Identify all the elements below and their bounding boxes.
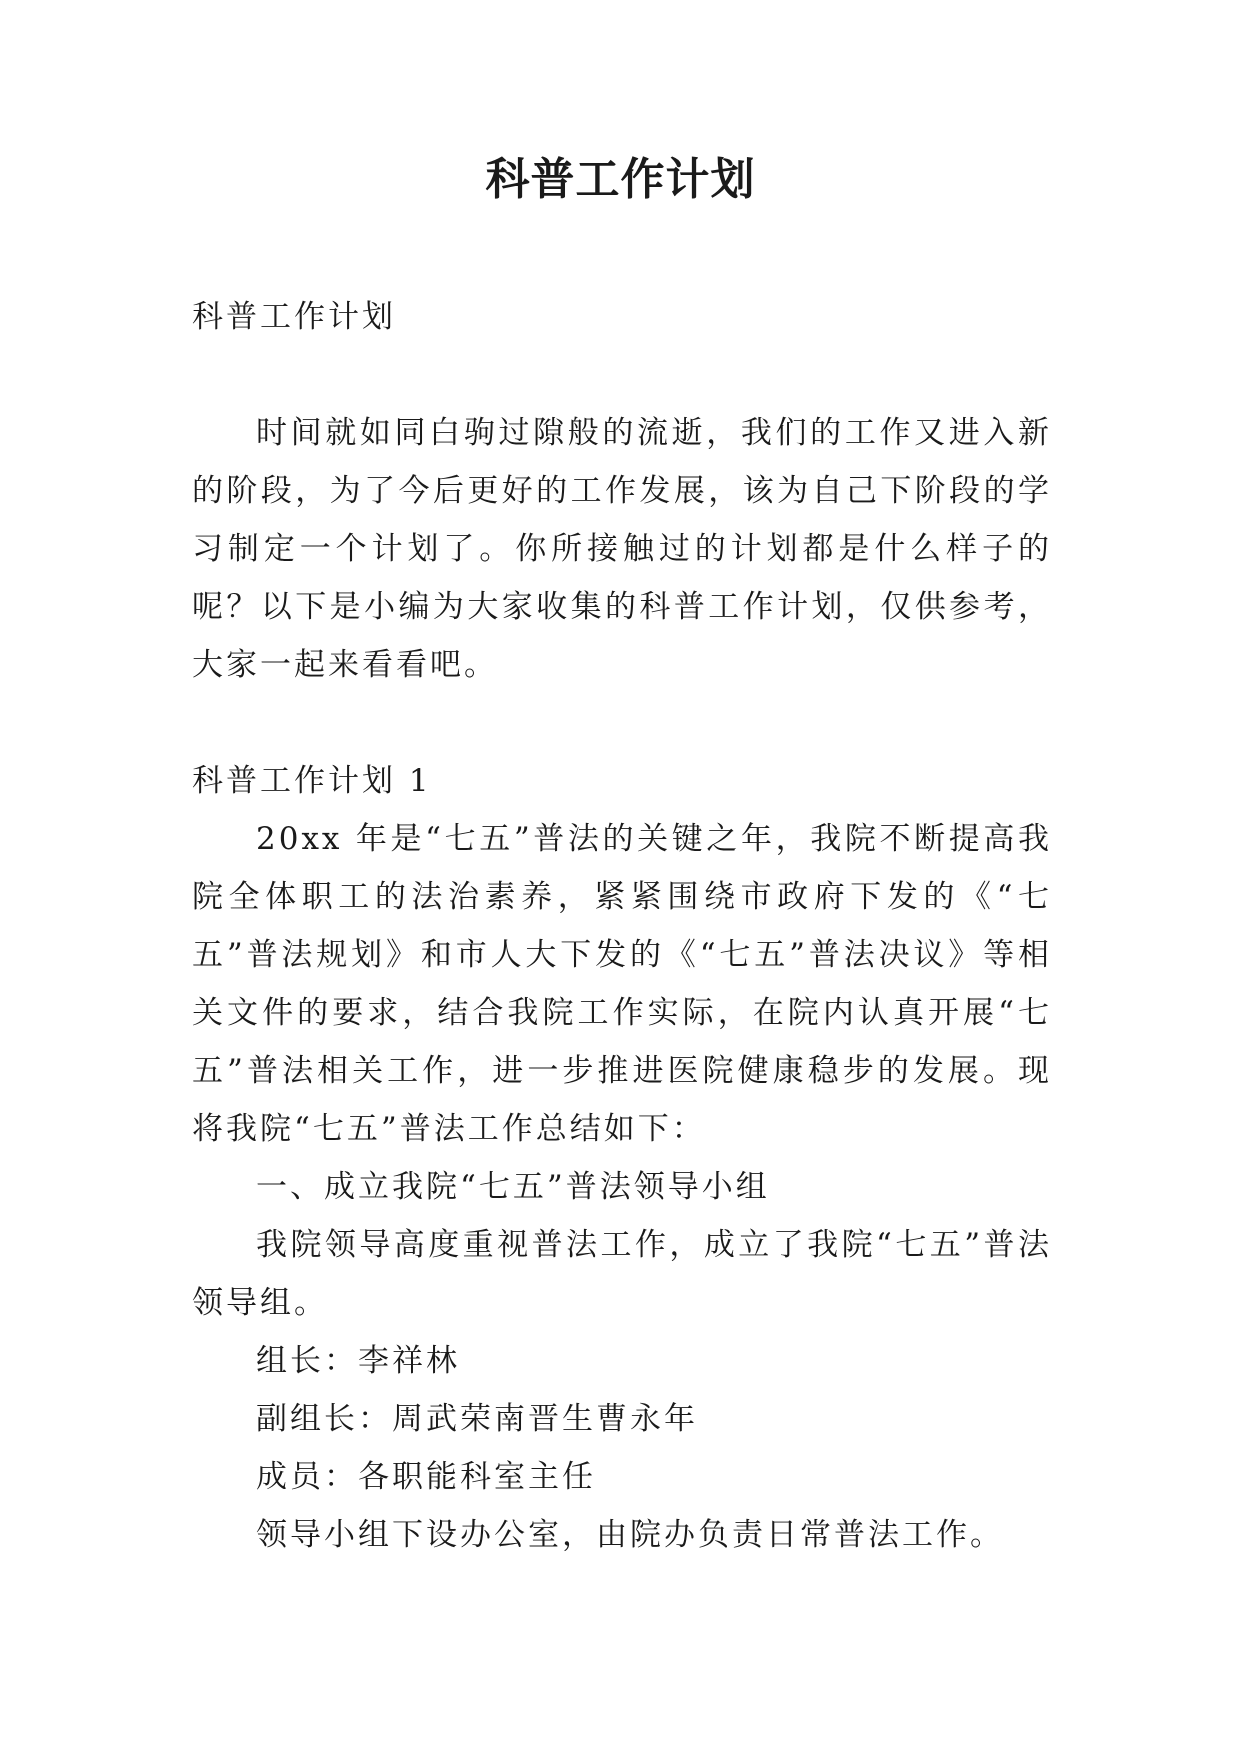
section-paragraph: 我院领导高度重视普法工作，成立了我院“七五”普法领导组。	[192, 1227, 1052, 1321]
office-line: 领导小组下设办公室，由院办负责日常普法工作。	[256, 1517, 1004, 1553]
deputy-line: 副组长：周武荣南晋生曹永年	[256, 1401, 698, 1437]
section-paragraph: 20xx 年是“七五”普法的关键之年，我院不断提高我院全体职工的法治素养，紧紧围绕市政府下发的《“七五”普法规划》和市人大下发的《“七五”普法决议》等相关文件的要求，结合我院工作实际，在院内认真开展“七五”普法相关工作，进一步推进医院健康稳步的发展。现将我院“七五”普法工作总结如下：	[192, 821, 1052, 1147]
document-title: 科普工作计划	[485, 154, 756, 205]
document-subtitle: 科普工作计划	[192, 299, 396, 335]
members-line: 成员：各职能科室主任	[256, 1459, 596, 1495]
intro-paragraph: 时间就如同白驹过隙般的流逝，我们的工作又进入新的阶段，为了今后更好的工作发展，该为自己下阶段的学习制定一个计划了。你所接触过的计划都是什么样子的呢？以下是小编为大家收集的科普工作计划，仅供参考，大家一起来看看吧。	[192, 415, 1052, 683]
section-item-heading: 一、成立我院“七五”普法领导小组	[256, 1169, 770, 1205]
document-body	[192, 288, 1052, 1564]
leader-line: 组长：李祥林	[256, 1343, 460, 1379]
section-heading: 科普工作计划 1	[192, 763, 432, 799]
